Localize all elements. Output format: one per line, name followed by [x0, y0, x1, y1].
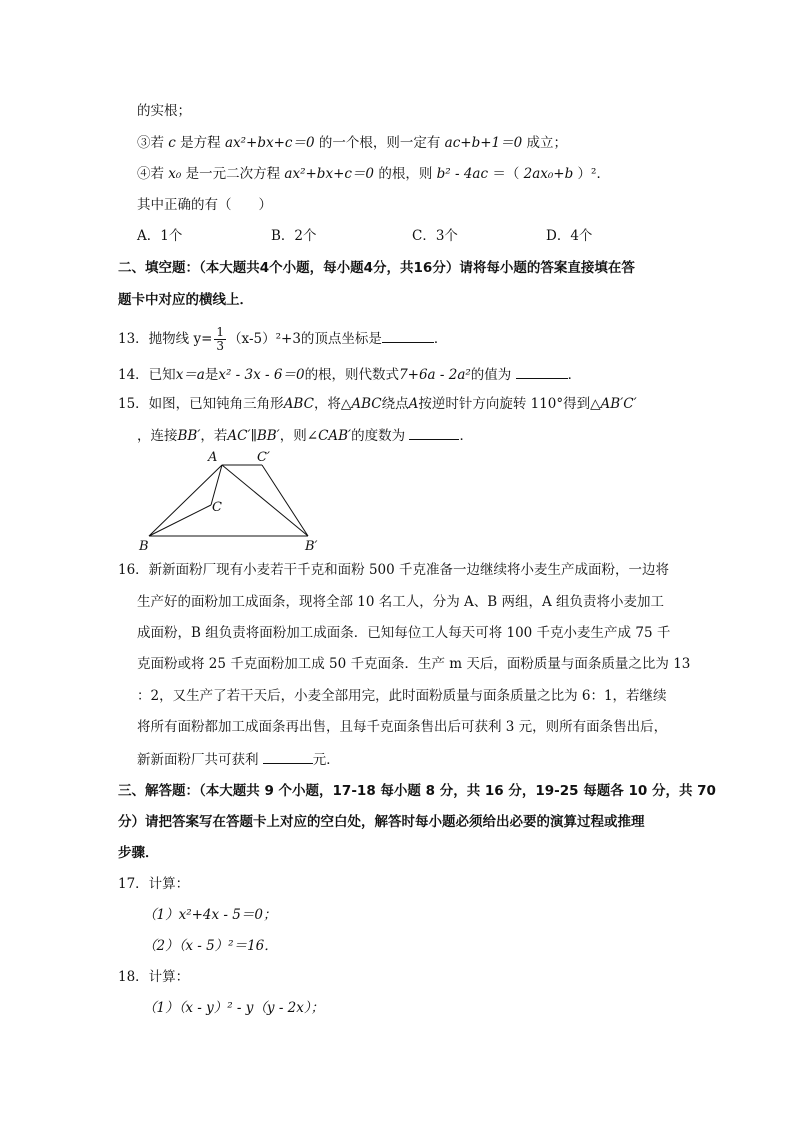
fig-line-AB1 [222, 465, 308, 536]
q15-line-2 [137, 425, 473, 446]
q15-abc: ABC [283, 396, 314, 412]
q12-line-1-text: 的实根； [137, 103, 191, 119]
q13-fraction [214, 326, 226, 353]
q13-suffix: 的顶点坐标是 [300, 331, 382, 347]
q15-l2d: ，则∠ [279, 428, 319, 444]
q18-part-1-text: （1）（x - y）² - y（y - 2x）； [143, 1000, 325, 1016]
q14-end: ． [567, 367, 582, 383]
q13-end: ． [433, 331, 448, 347]
q15-l1b: ，将△ [313, 396, 352, 412]
q12-option-d[interactable] [546, 226, 592, 246]
q12-statement-3 [137, 133, 567, 153]
section2-title-line2 [118, 290, 253, 310]
fig-label-C: C [212, 500, 222, 515]
section2-title-line1 [118, 258, 635, 278]
q12-option-a[interactable] [137, 226, 182, 246]
q16-answer-blank[interactable] [263, 749, 313, 764]
q12-s3-c: c [168, 135, 176, 151]
q16-line-6-text: 将所有面粉都加工成面条再出售，且每千克面条售出后可获利 3 元，则所有面条售出后， [137, 719, 668, 735]
q14-equation: x² - 3x - 6＝0 [218, 367, 305, 383]
q16-line-5 [137, 686, 667, 706]
q15-l1c: 绕点 [381, 396, 409, 412]
q12-option-c-label: C．3个 [412, 228, 458, 244]
q14 [118, 364, 581, 385]
section3-title-text1: 三、解答题：（本大题共 9 个小题，17-18 每小题 8 分，共 16 分，19-25 每题各 10 分，共 70 [118, 783, 716, 799]
q17-part-2 [143, 936, 278, 956]
fig-label-B1: B′ [305, 539, 318, 554]
q15-triangle-figure [130, 448, 330, 556]
q17-title-text: 17．计算： [118, 876, 190, 892]
q12-s3-rest: 的一个根，则一定有 [318, 135, 441, 151]
section2-title-text1: 二、填空题：（本大题共4个小题，每小题4分，共16分）请将每小题的答案直接填在答 [118, 260, 635, 276]
q16-line-1 [118, 560, 669, 580]
q16-line-7 [137, 749, 340, 770]
q15-a: A [408, 396, 419, 412]
q15-cab: CAB′ [318, 428, 352, 444]
q13-prefix: 13．抛物线 y= [118, 331, 213, 347]
q16-last-suffix: 元． [312, 752, 340, 768]
q16-last-prefix: 新新面粉厂共可获利 [137, 752, 259, 768]
q12-s3-end: 成立； [526, 135, 568, 151]
q15-answer-blank[interactable] [409, 425, 459, 440]
q18-part-1 [143, 998, 324, 1018]
q12-line-1 [137, 101, 191, 121]
q12-s4-paren: 2ax₀+b [523, 166, 574, 182]
q12-option-a-label: A．1个 [137, 228, 183, 244]
q12-question-text: 其中正确的有（ ） [137, 197, 272, 213]
q12-s4-discriminant: b² - 4ac [436, 166, 489, 182]
q14-answer-blank[interactable] [516, 364, 568, 379]
q17-part-2-text: （2）（x - 5）²＝16． [143, 938, 278, 954]
q12-option-c[interactable] [412, 226, 458, 246]
q13-frac-num: 1 [216, 325, 225, 339]
q15-abc2: ABC [351, 396, 382, 412]
q18-title-text: 18．计算： [118, 969, 190, 985]
fig-line-CB [149, 505, 211, 536]
q16-line-1-text: 16．新新面粉厂现有小麦若干千克和面粉 500 千克准备一边继续将小麦生产成面粉，一边将 [118, 562, 670, 578]
q12-s4-end: ）²． [577, 166, 610, 182]
q15-bb: BB′ [177, 428, 201, 444]
fig-label-B: B [139, 539, 149, 554]
q18-title [118, 967, 189, 987]
q15-l1d: 按逆时针方向旋转 110°得到△ [418, 396, 601, 412]
q12-s4-eq: ＝（ [492, 166, 520, 182]
q14-suffix: 的值为 [470, 367, 512, 383]
q12-s4-rest: 的根，则 [378, 166, 433, 182]
q15-l2e: 的度数为 [351, 428, 406, 444]
q13-expression: （x-5）²+3 [228, 331, 301, 347]
q14-prefix: 14．已知 [118, 367, 176, 383]
q12-s4-mid: 是一元二次方程 [185, 166, 281, 182]
q16-line-2 [137, 592, 664, 612]
section3-title-line3 [118, 843, 159, 863]
q15-l2a: ，连接 [137, 428, 178, 444]
q15-line-1 [118, 394, 637, 414]
q17-title [118, 874, 189, 894]
q12-s4-prefix: ④若 [137, 166, 164, 182]
q16-line-6 [137, 717, 667, 737]
q15-bb2: BB′ [256, 428, 280, 444]
q14-rest: 的根，则代数式 [304, 367, 400, 383]
q13-frac-den: 3 [216, 339, 225, 353]
q15-l2b: ，若 [200, 428, 228, 444]
q17-part-1-text: （1）x²+4x - 5＝0； [143, 907, 277, 923]
fig-line-C1B1 [262, 465, 308, 536]
q16-line-4 [137, 654, 690, 674]
q15-l1: 15．如图，已知钝角三角形 [118, 396, 284, 412]
q12-s3-equation: ax²+bx+c＝0 [224, 135, 315, 151]
q16-line-4-text: 克面粉或将 25 千克面粉加工成 50 千克面条．生产 m 天后，面粉质量与面条质量之比为 13 [137, 656, 691, 672]
q14-mid: 是 [204, 367, 219, 383]
q12-s3-prefix: ③若 [137, 135, 164, 151]
fig-label-A: A [208, 450, 218, 465]
q12-s3-condition: ac+b+1＝0 [444, 135, 523, 151]
q12-s4-equation: ax²+bx+c＝0 [284, 166, 375, 182]
q14-expression: 7+6a - 2a² [399, 367, 471, 383]
q14-condition: x＝a [175, 367, 205, 383]
q17-part-1 [143, 905, 276, 925]
q16-line-2-text: 生产好的面粉加工成面条，现将全部 10 名工人，分为 A、B 两组，A 组负责将小麦加工 [137, 594, 665, 610]
q15-abc3: AB′C′ [600, 396, 637, 412]
q16-line-3 [137, 623, 670, 643]
q15-ac: AC′ [227, 428, 251, 444]
q15-end: ． [459, 428, 473, 444]
section3-title-text3: 步骤． [118, 845, 159, 861]
q12-question [137, 195, 272, 215]
q16-line-3-text: 成面粉，B 组负责将面粉加工成面条．已知每位工人每天可将 100 千克小麦生产成 75 千 [137, 625, 671, 641]
section3-title-line1 [118, 781, 716, 801]
q12-option-b-label: B．2个 [271, 228, 317, 244]
q13 [118, 326, 447, 353]
q12-option-d-label: D．4个 [546, 228, 593, 244]
fig-label-C1: C′ [257, 450, 270, 465]
section3-title-line2 [118, 812, 645, 832]
q12-s3-mid: 是方程 [180, 135, 221, 151]
q12-statement-4 [137, 164, 610, 184]
q12-option-b[interactable] [271, 226, 317, 246]
q13-answer-blank[interactable] [382, 328, 434, 343]
q15-l2c: ∥ [250, 428, 257, 444]
section2-title-text2: 题卡中对应的横线上． [118, 292, 253, 308]
q16-line-5-text: ：2，又生产了若干天后，小麦全部用完，此时面粉质量与面条质量之比为 6：1，若继续 [137, 688, 667, 704]
section3-title-text2: 分）请把答案写在答题卡上对应的空白处，解答时每小题必须给出必要的演算过程或推理 [118, 814, 645, 830]
q12-s4-x0: x₀ [168, 166, 182, 182]
